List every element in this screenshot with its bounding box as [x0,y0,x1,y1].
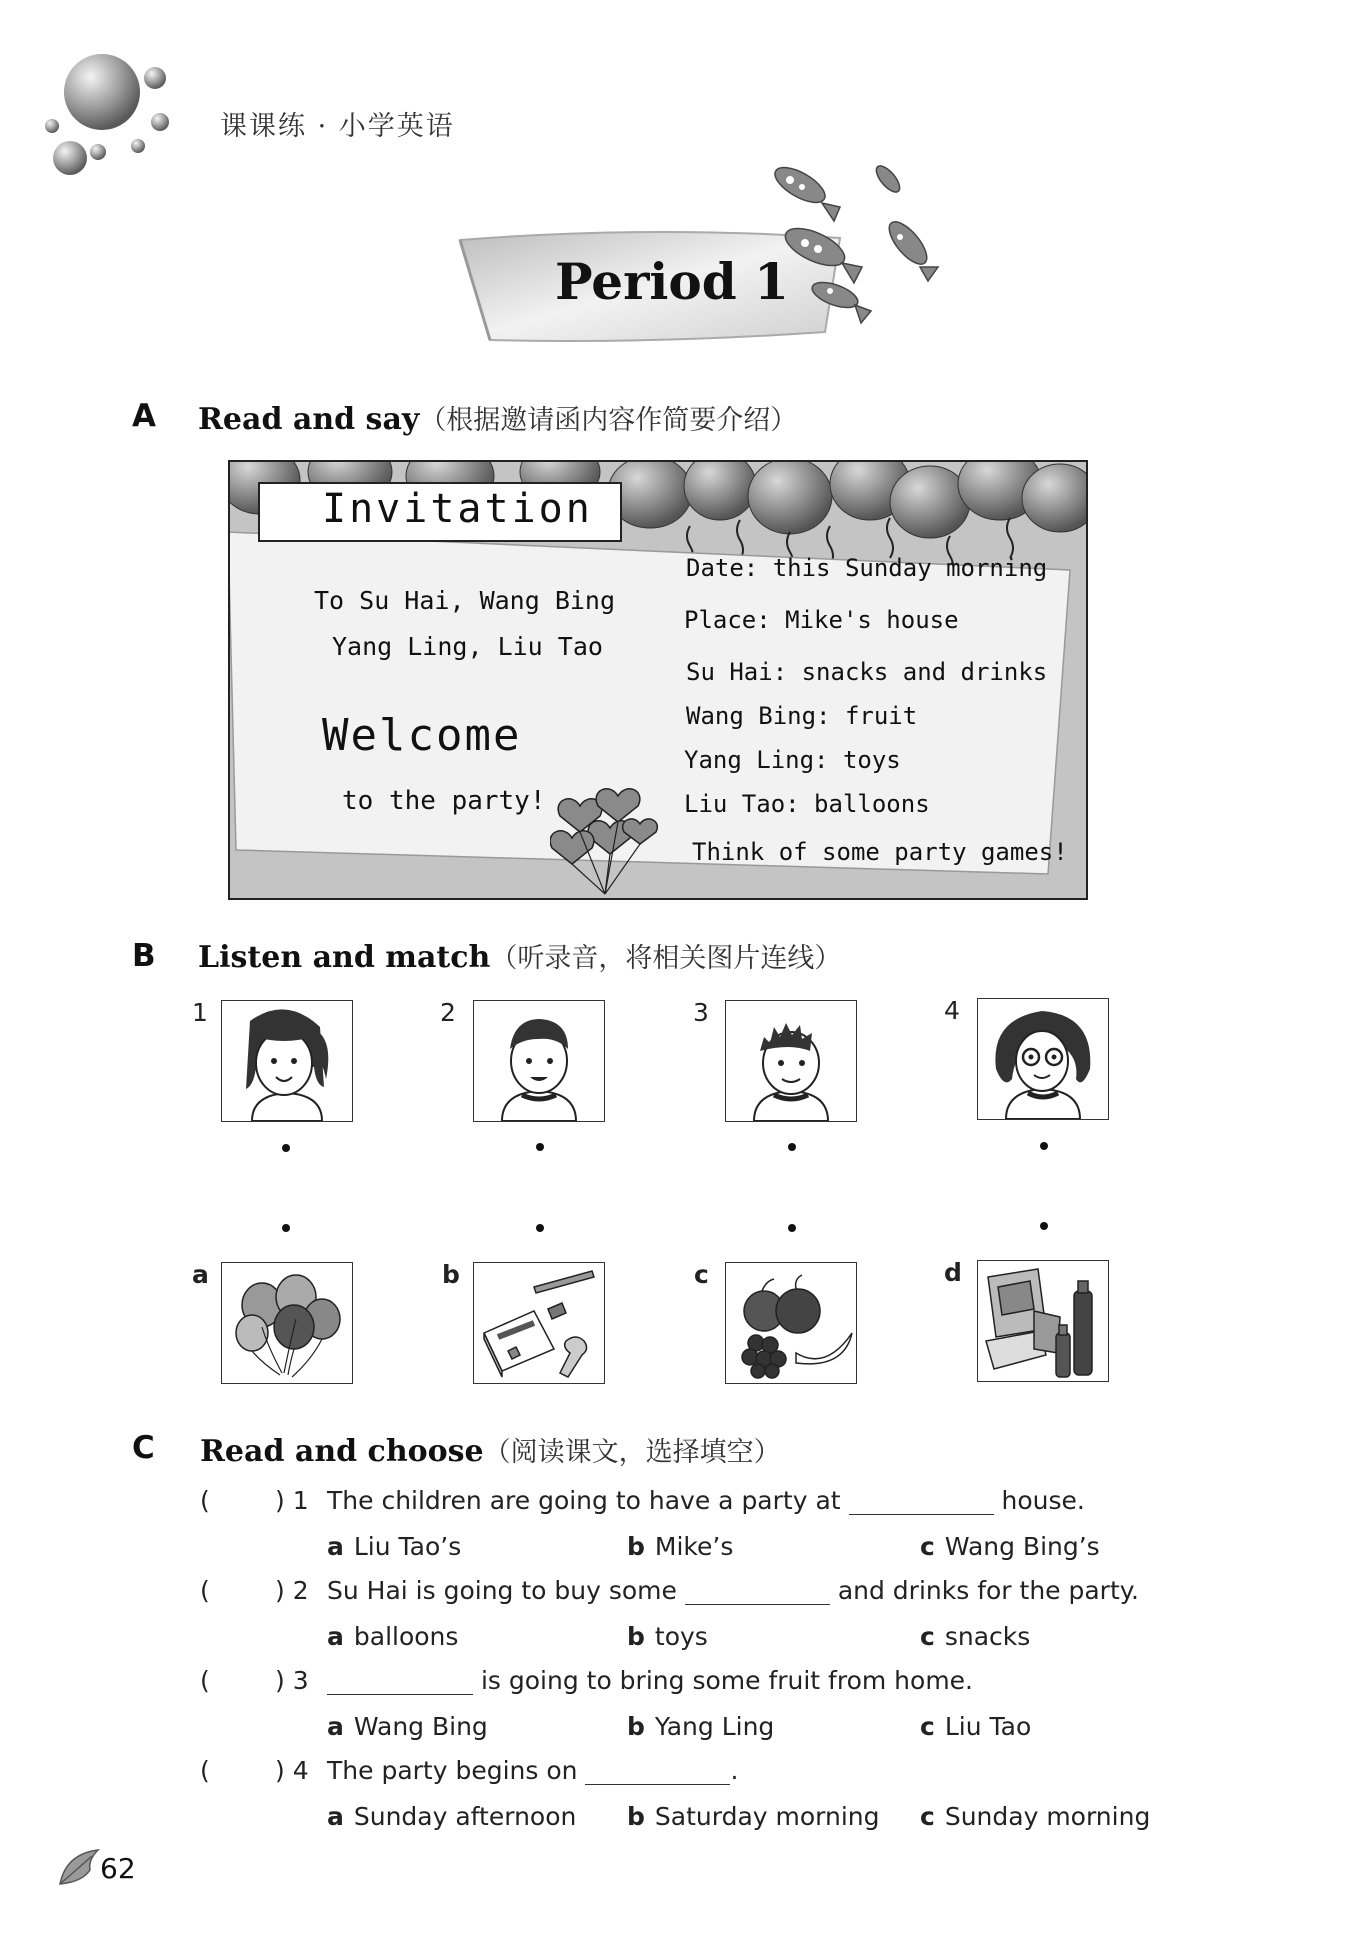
match-number-2: 2 [440,998,456,1027]
match-dot-b-bottom[interactable] [536,1224,544,1232]
question-2-text-after: and drinks for the party. [837,1576,1139,1605]
section-a-heading [198,398,797,437]
section-a-note: （根据邀请函内容作简要介绍） [419,405,798,436]
invitation-wang-bing: Wang Bing: fruit [686,702,918,730]
question-4-text-after: . [730,1756,739,1785]
question-1-blank[interactable] [849,1486,994,1515]
question-3-option-a[interactable] [327,1712,488,1741]
match-number-4: 4 [944,996,960,1025]
girl-ponytail-picture[interactable] [221,1000,353,1122]
option-letter: c [920,1622,935,1651]
period-title: Period 1 [555,252,789,311]
toys-picture[interactable] [473,1262,605,1384]
answer-paren-2[interactable]: ( [200,1576,210,1605]
balloons-picture[interactable] [221,1262,353,1384]
answer-paren-3[interactable]: ( [200,1666,210,1695]
bubbles-decoration-icon [40,50,190,190]
question-4-option-a[interactable] [327,1802,576,1831]
question-1-text-before: The children are going to have a party at [327,1486,841,1515]
question-1-option-b[interactable] [627,1532,733,1561]
option-letter: c [920,1532,935,1561]
option-text: snacks [944,1622,1031,1651]
match-letter-d: d [944,1258,962,1287]
option-letter: b [627,1622,645,1651]
question-2-number: ) 2 [275,1576,309,1605]
option-text: Liu Tao [944,1712,1032,1741]
question-2-text-before: Su Hai is going to buy some [327,1576,677,1605]
match-letter-a: a [192,1260,209,1289]
invitation-su-hai: Su Hai: snacks and drinks [686,658,1048,686]
question-3-text-after: is going to bring some fruit from home. [480,1666,974,1695]
question-1-number: ) 1 [275,1486,309,1515]
section-b-note: （听录音，将相关图片连线） [490,943,842,974]
question-4-number: ) 4 [275,1756,309,1785]
section-a-letter: A [132,398,156,434]
match-letter-c: c [694,1260,709,1289]
match-number-1: 1 [192,998,208,1027]
invitation-heading: Invitation [322,486,593,532]
question-4-blank[interactable] [585,1756,730,1785]
match-dot-d-bottom[interactable] [1040,1222,1048,1230]
match-dot-a-bottom[interactable] [282,1224,290,1232]
option-text: Yang Ling [654,1712,775,1741]
answer-paren-1[interactable]: ( [200,1486,210,1515]
invitation-card [228,460,1088,900]
option-letter: b [627,1712,645,1741]
option-text: Wang Bing [353,1712,488,1741]
option-text: Saturday morning [654,1802,880,1831]
section-b-letter: B [132,938,156,974]
option-letter: a [327,1712,344,1741]
match-dot-3-top[interactable] [788,1143,796,1151]
invitation-yang-ling: Yang Ling: toys [684,746,901,774]
section-c-note: （阅读课文，选择填空） [483,1437,781,1468]
question-3-option-b[interactable] [627,1712,774,1741]
invitation-welcome: Welcome [322,710,522,761]
option-letter: b [627,1532,645,1561]
question-2-option-b[interactable] [627,1622,708,1651]
girl-glasses-picture[interactable] [977,998,1109,1120]
option-letter: c [920,1712,935,1741]
question-4-option-c[interactable] [920,1802,1150,1831]
match-dot-1-top[interactable] [282,1144,290,1152]
question-3-number: ) 3 [275,1666,309,1695]
option-letter: b [627,1802,645,1831]
question-2 [327,1576,1139,1605]
option-letter: a [327,1622,344,1651]
question-1-option-a[interactable] [327,1532,461,1561]
option-letter: a [327,1532,344,1561]
question-1-option-c[interactable] [920,1532,1100,1561]
question-3-option-c[interactable] [920,1712,1031,1741]
question-4 [327,1756,738,1785]
invitation-liu-tao: Liu Tao: balloons [684,790,930,818]
page-number: 62 [100,1852,136,1885]
question-4-text-before: The party begins on [327,1756,578,1785]
option-letter: c [920,1802,935,1831]
match-dot-4-top[interactable] [1040,1142,1048,1150]
invitation-to-party: to the party! [342,786,546,816]
invitation-to-line-2: Yang Ling, Liu Tao [332,632,603,661]
section-b-heading [198,936,841,975]
invitation-to-line-1: To Su Hai, Wang Bing [314,586,616,615]
boy-2-picture[interactable] [725,1000,857,1122]
option-text: Mike’s [654,1532,734,1561]
invitation-date: Date: this Sunday morning [686,554,1048,582]
snacks-and-drinks-picture[interactable] [977,1260,1109,1382]
match-letter-b: b [442,1260,460,1289]
question-1 [327,1486,1085,1515]
option-text: Sunday morning [944,1802,1151,1831]
section-c-heading [200,1430,781,1469]
fish-decoration-icon [760,155,950,330]
section-b-title: Listen and match [198,940,491,975]
question-3-blank[interactable] [327,1666,473,1695]
answer-paren-4[interactable]: ( [200,1756,210,1785]
invitation-games: Think of some party games! [692,838,1068,866]
invitation-place: Place: Mike's house [684,606,959,634]
question-4-option-b[interactable] [627,1802,880,1831]
section-c-title: Read and choose [200,1434,484,1469]
option-letter: a [327,1802,344,1831]
book-series-title: 课课练 · 小学英语 [220,111,455,142]
option-text: Sunday afternoon [353,1802,577,1831]
option-text: toys [654,1622,708,1651]
boy-1-picture[interactable] [473,1000,605,1122]
match-number-3: 3 [693,998,709,1027]
question-2-option-c[interactable] [920,1622,1030,1651]
option-text: Liu Tao’s [353,1532,462,1561]
fruit-picture[interactable] [725,1262,857,1384]
option-text: Wang Bing’s [944,1532,1100,1561]
leaf-page-icon [56,1848,102,1888]
heart-balloons-icon [550,776,660,896]
section-a-title: Read and say [198,402,420,437]
option-text: balloons [353,1622,459,1651]
match-dot-c-bottom[interactable] [788,1224,796,1232]
question-2-blank[interactable] [685,1576,830,1605]
question-1-text-after: house. [1001,1486,1085,1515]
section-c-letter: C [132,1430,155,1466]
question-3 [327,1666,973,1695]
question-2-option-a[interactable] [327,1622,458,1651]
match-dot-2-top[interactable] [536,1143,544,1151]
